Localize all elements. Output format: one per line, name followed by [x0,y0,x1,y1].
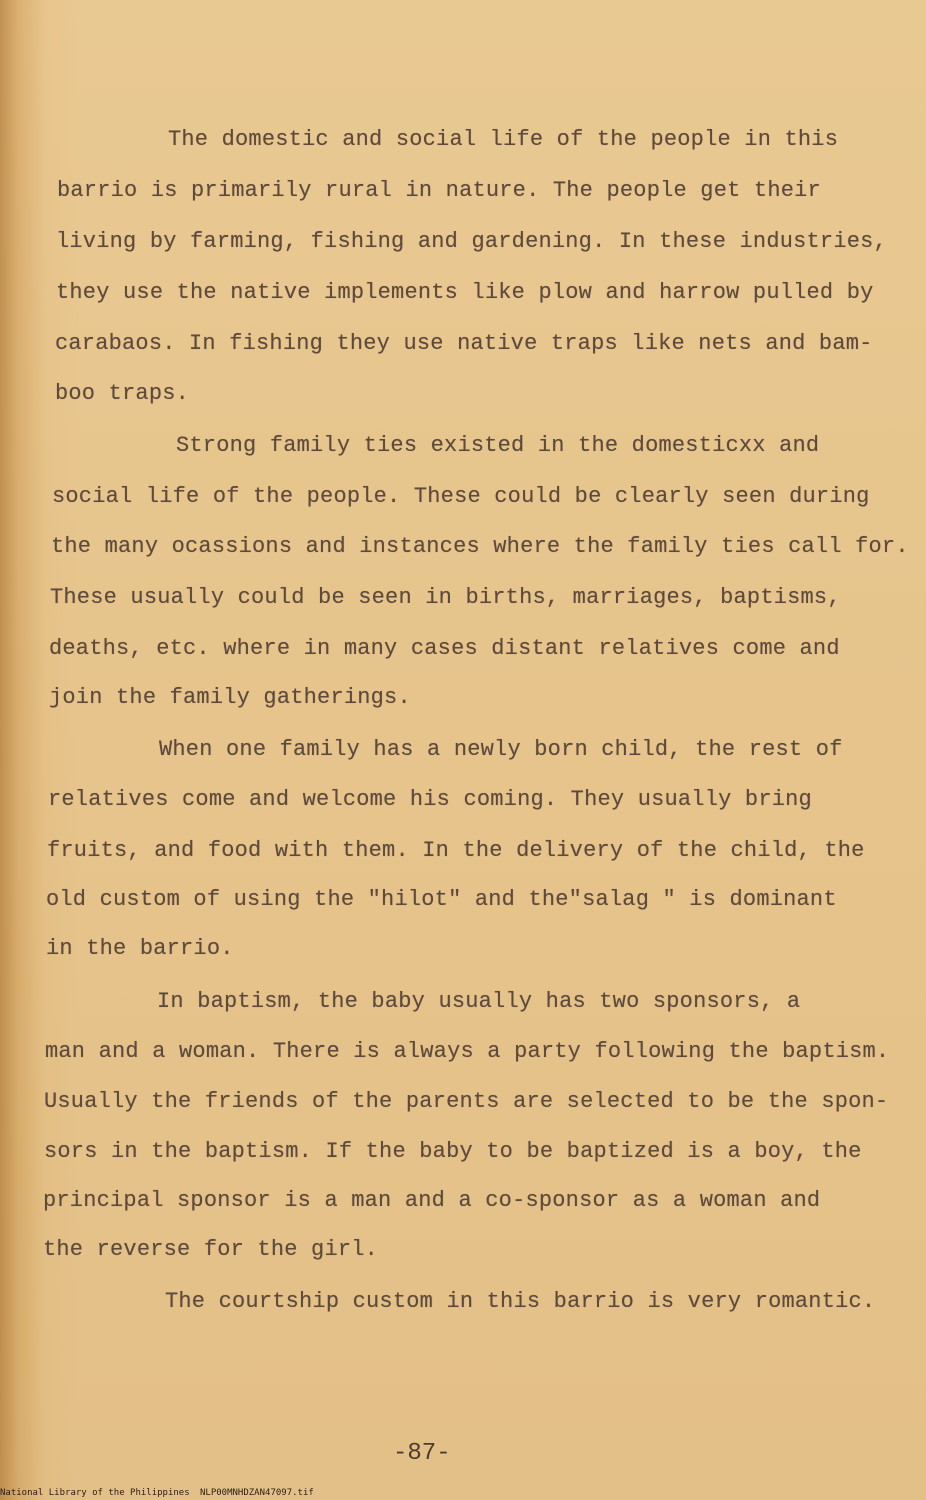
text-line: the reverse for the girl. [43,1237,379,1262]
text-line: In baptism, the baby usually has two sponsors, a [157,989,801,1014]
scan-footer [0,1488,314,1498]
text-line: join the family gatherings. [49,685,411,710]
text-line: they use the native implements like plow and harrow pulled by [56,280,874,305]
text-line: When one family has a newly born child, the rest of [159,737,843,762]
text-line: carabaos. In fishing they use native traps like nets and bam- [55,331,873,356]
text-line: The domestic and social life of the people in this [168,127,839,152]
text-line: in the barrio. [46,936,234,961]
text-line: man and a woman. There is always a party following the baptism. [45,1039,890,1064]
text-line: deaths, etc. where in many cases distant relatives come and [49,636,840,661]
footer-library: National Library of the Philippines [0,1488,190,1498]
page-number: -87- [393,1440,451,1467]
text-line: principal sponsor is a man and a co-sponsor as a woman and [43,1188,821,1213]
text-line: living by farming, fishing and gardening. In these industries, [56,229,887,254]
text-line: These usually could be seen in births, marriages, baptisms, [50,585,841,610]
text-line: social life of the people. These could be clearly seen during [52,484,870,509]
footer-filename: NLP00MNHDZAN47097.tif [200,1488,314,1498]
text-line: barrio is primarily rural in nature. The people get their [57,178,821,203]
text-line: boo traps. [55,381,190,406]
text-line: relatives come and welcome his coming. They usually bring [48,787,812,812]
text-line: the many ocassions and instances where the family ties call for. [51,534,909,559]
text-line: old custom of using the "hilot" and the"salag " is dominant [46,887,837,912]
text-line: sors in the baptism. If the baby to be baptized is a boy, the [44,1139,862,1164]
text-line: Usually the friends of the parents are selected to be the spon- [44,1089,889,1114]
text-line: fruits, and food with them. In the delivery of the child, the [47,838,865,863]
text-line: The courtship custom in this barrio is very romantic. [165,1289,876,1314]
text-line: Strong family ties existed in the domesticxx and [176,433,820,458]
